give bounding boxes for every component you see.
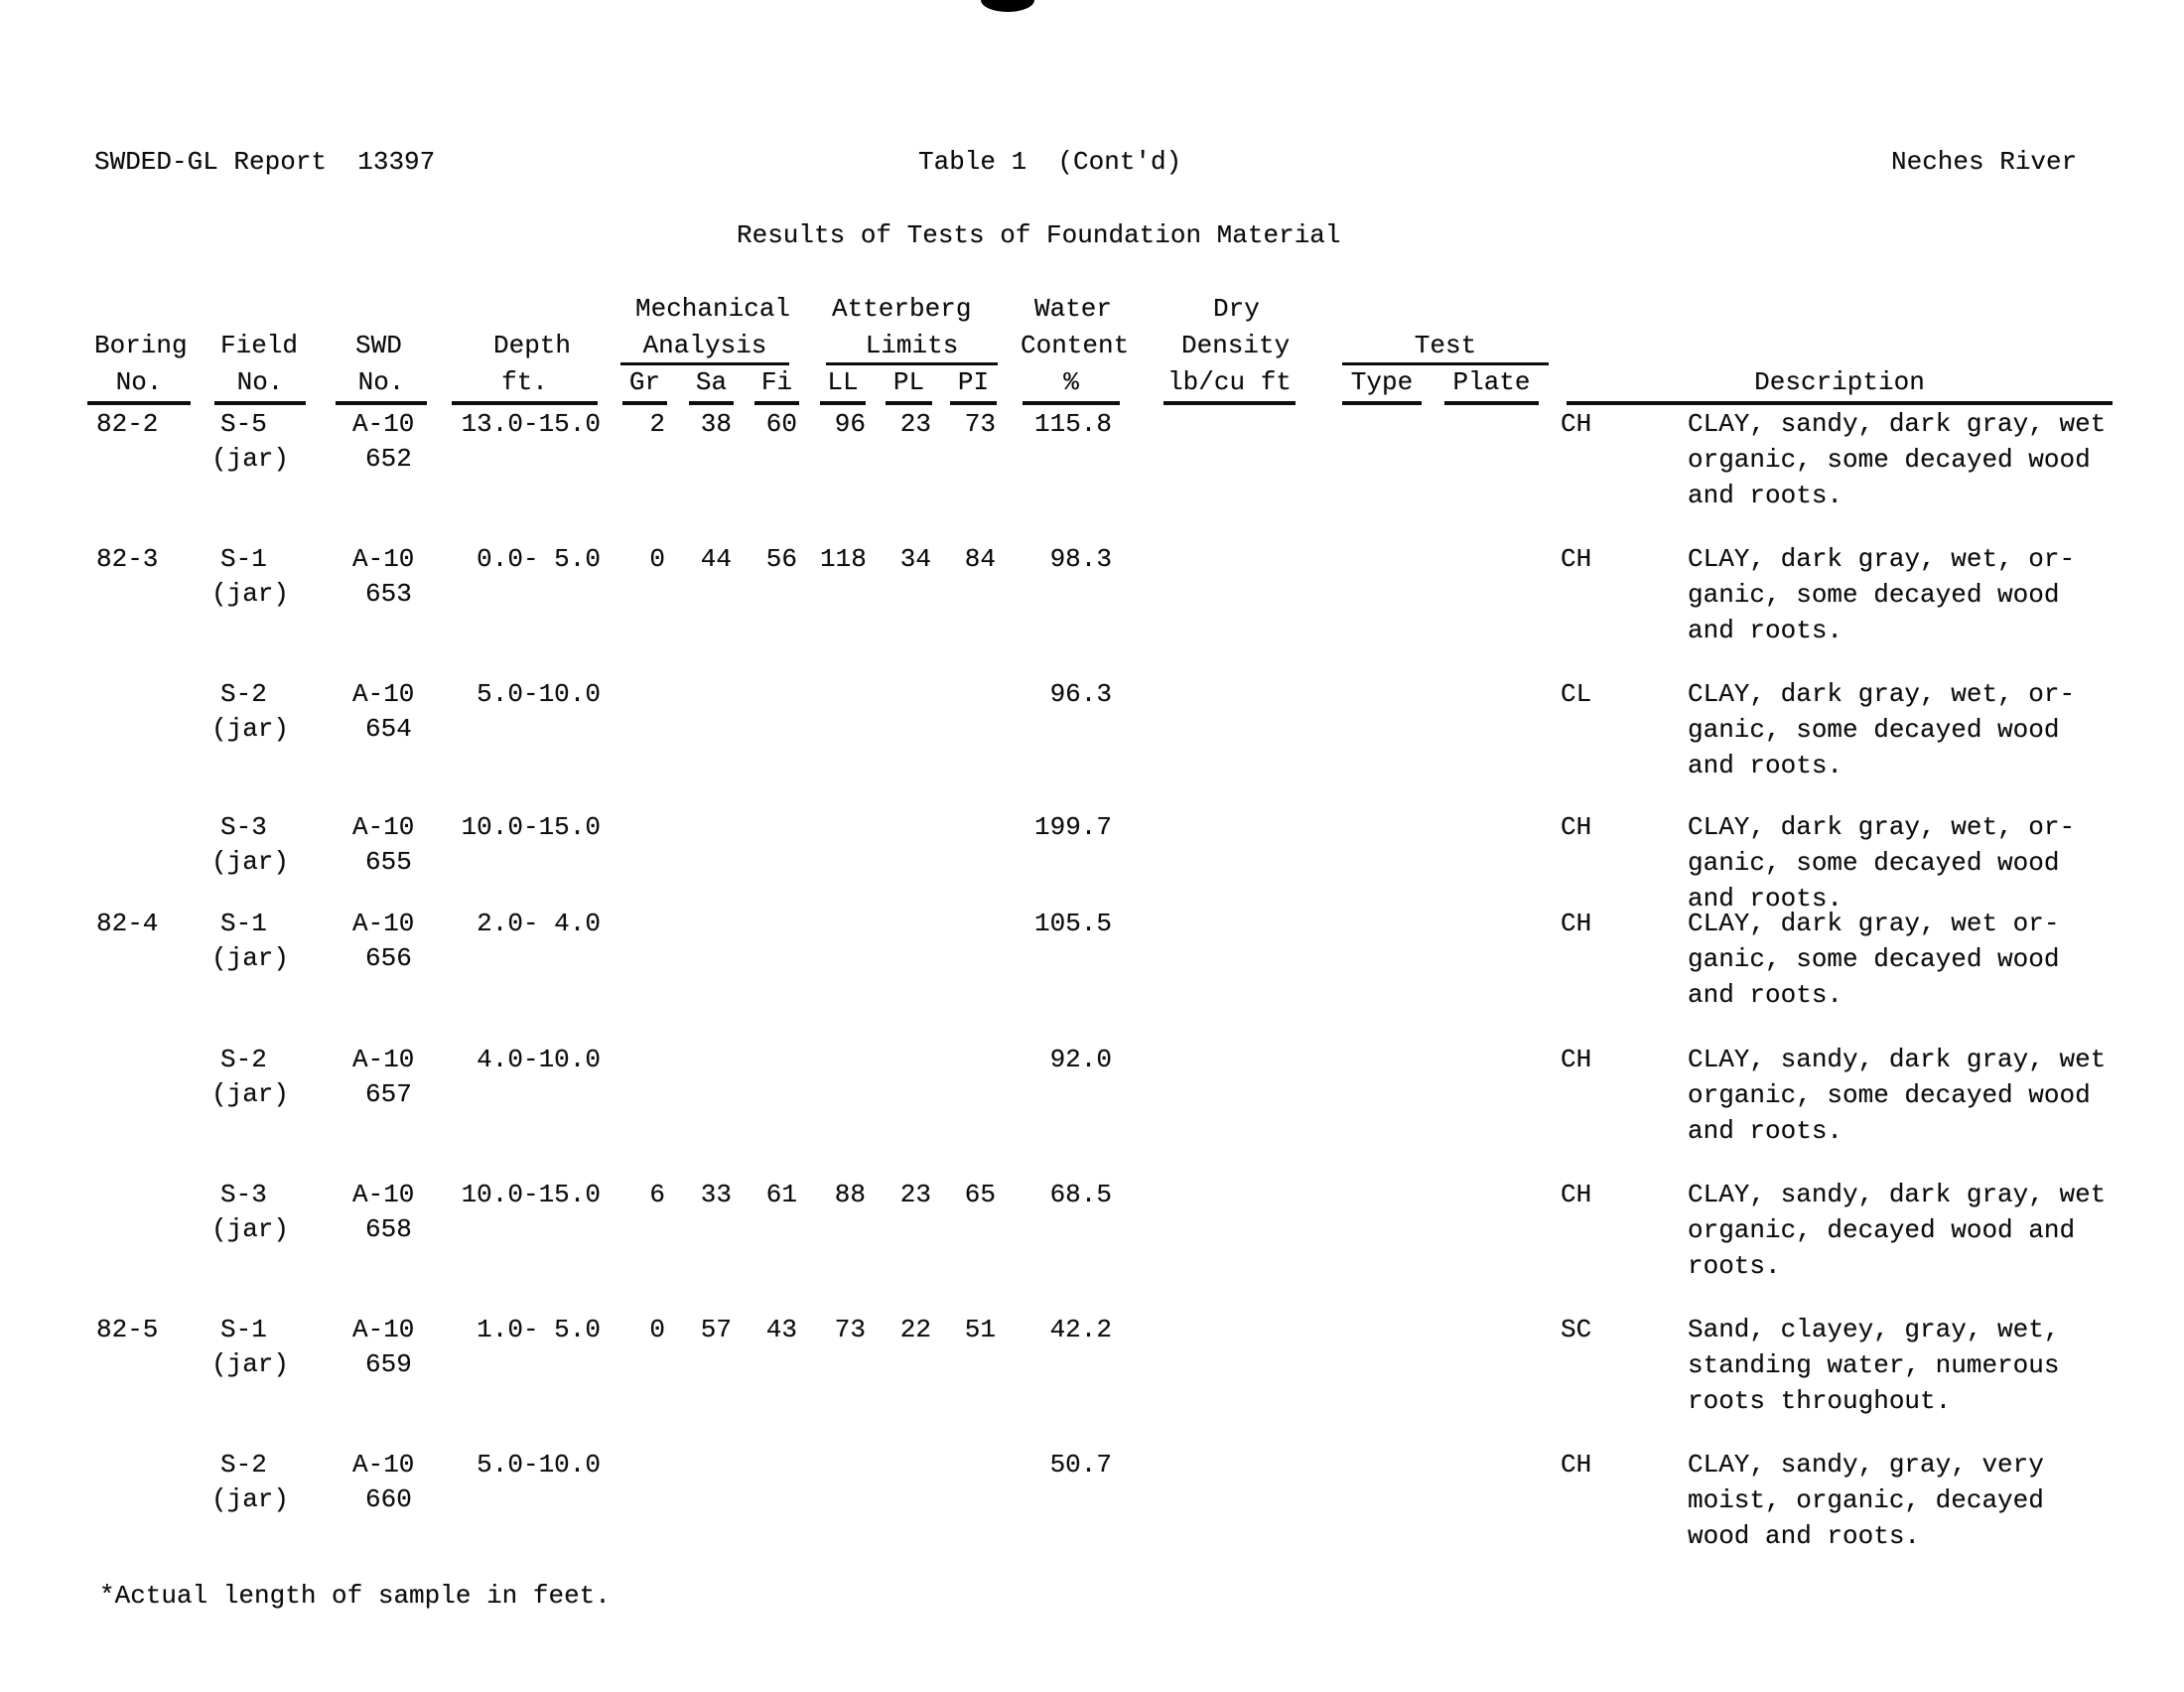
header-gr: Gr — [622, 367, 667, 405]
liquid-limit: 73 — [834, 1315, 866, 1344]
depth-ft: 4.0-10.0 — [477, 1045, 601, 1074]
swd-no: 660 — [365, 1484, 412, 1514]
description-line: CLAY, dark gray, wet, or- — [1688, 812, 2076, 842]
uscs-class: SC — [1561, 1315, 1592, 1344]
field-note: (jar) — [211, 579, 290, 609]
description-line: organic, some decayed wood — [1688, 445, 2091, 475]
depth-ft: 13.0-15.0 — [461, 409, 601, 439]
swd-no: 658 — [365, 1214, 412, 1244]
plasticity-index: 73 — [964, 409, 996, 439]
swd-no: 652 — [365, 444, 412, 474]
swd-no: 653 — [365, 579, 412, 609]
field-note: (jar) — [211, 943, 290, 973]
footnote: *Actual length of sample in feet. — [99, 1581, 611, 1611]
swd-no: 654 — [365, 714, 412, 744]
uscs-class: CH — [1561, 409, 1592, 439]
field-no: S-1 — [220, 544, 267, 574]
liquid-limit: 96 — [834, 409, 866, 439]
uscs-class: CH — [1561, 1450, 1592, 1480]
swd-prefix: A-10 — [352, 1315, 415, 1344]
swd-prefix: A-10 — [352, 409, 415, 439]
header-analysis: Analysis — [620, 331, 789, 365]
header-water-pct: % — [1023, 367, 1120, 405]
uscs-class: CL — [1561, 679, 1592, 709]
header-fi: Fi — [754, 367, 799, 405]
field-no: S-2 — [220, 1450, 267, 1480]
description-line: and roots. — [1688, 616, 1843, 645]
boring-no: 82-4 — [96, 909, 159, 938]
depth-ft: 2.0- 4.0 — [477, 909, 601, 938]
description-line: standing water, numerous — [1688, 1350, 2060, 1380]
description-line: CLAY, sandy, dark gray, wet — [1688, 1045, 2107, 1074]
header-test-plate: Plate — [1444, 367, 1539, 405]
header-field-no: No. — [214, 367, 306, 405]
swd-no: 657 — [365, 1079, 412, 1109]
gravel-pct: 6 — [649, 1180, 665, 1209]
description-line: Sand, clayey, gray, wet, — [1688, 1315, 2060, 1344]
field-note: (jar) — [211, 1214, 290, 1244]
plasticity-index: 65 — [964, 1180, 996, 1209]
field-no: S-2 — [220, 679, 267, 709]
field-note: (jar) — [211, 847, 290, 877]
description-line: and roots. — [1688, 1116, 1843, 1146]
depth-ft: 5.0-10.0 — [477, 679, 601, 709]
header-test-type: Type — [1342, 367, 1422, 405]
header-atterberg: Atterberg — [832, 294, 972, 324]
table-title: Results of Tests of Foundation Material — [737, 220, 1341, 250]
description-line: roots. — [1688, 1251, 1781, 1281]
boring-no: 82-2 — [96, 409, 159, 439]
header-field: Field — [220, 331, 299, 360]
gravel-pct: 0 — [649, 544, 665, 574]
field-no: S-2 — [220, 1045, 267, 1074]
header-test: Test — [1342, 331, 1549, 365]
description-line: CLAY, sandy, dark gray, wet — [1688, 1180, 2107, 1209]
field-note: (jar) — [211, 1484, 290, 1514]
water-content: 115.8 — [1033, 409, 1112, 439]
header-boring: Boring — [94, 331, 188, 360]
description-line: CLAY, dark gray, wet, or- — [1688, 679, 2076, 709]
header-water: Water — [1034, 294, 1113, 324]
description-line: CLAY, dark gray, wet, or- — [1688, 544, 2076, 574]
swd-no: 656 — [365, 943, 412, 973]
header-boring-no: No. — [87, 367, 191, 405]
header-depth-ft: ft. — [452, 367, 598, 405]
swd-prefix: A-10 — [352, 1180, 415, 1209]
sand-pct: 38 — [700, 409, 732, 439]
plastic-limit: 22 — [899, 1315, 931, 1344]
plasticity-index: 51 — [964, 1315, 996, 1344]
report-id: SWDED-GL Report 13397 — [94, 147, 436, 177]
boring-no: 82-3 — [96, 544, 159, 574]
field-note: (jar) — [211, 1079, 290, 1109]
header-limits: Limits — [826, 331, 998, 365]
field-no: S-1 — [220, 909, 267, 938]
description-line: wood and roots. — [1688, 1521, 1921, 1551]
liquid-limit: 118 — [820, 544, 867, 574]
description-line: and roots. — [1688, 751, 1843, 780]
depth-ft: 0.0- 5.0 — [477, 544, 601, 574]
swd-prefix: A-10 — [352, 812, 415, 842]
river-name: Neches River — [1891, 147, 2078, 177]
description-line: and roots. — [1688, 884, 1843, 914]
water-content: 68.5 — [1049, 1180, 1112, 1209]
water-content: 199.7 — [1033, 812, 1112, 842]
uscs-class: CH — [1561, 1045, 1592, 1074]
header-pl: PL — [886, 367, 932, 405]
header-swd: SWD — [355, 331, 402, 360]
depth-ft: 10.0-15.0 — [461, 812, 601, 842]
gravel-pct: 0 — [649, 1315, 665, 1344]
description-line: roots throughout. — [1688, 1386, 1952, 1416]
water-content: 98.3 — [1049, 544, 1112, 574]
table-caption: Table 1 (Cont'd) — [918, 147, 1182, 177]
sand-pct: 57 — [700, 1315, 732, 1344]
plastic-limit: 23 — [899, 1180, 931, 1209]
sand-pct: 33 — [700, 1180, 732, 1209]
uscs-class: CH — [1561, 1180, 1592, 1209]
water-content: 50.7 — [1049, 1450, 1112, 1480]
swd-no: 659 — [365, 1349, 412, 1379]
description-line: ganic, some decayed wood — [1688, 715, 2060, 745]
header-dry: Dry — [1213, 294, 1260, 324]
field-no: S-3 — [220, 812, 267, 842]
swd-prefix: A-10 — [352, 909, 415, 938]
swd-prefix: A-10 — [352, 1450, 415, 1480]
water-content: 105.5 — [1033, 909, 1112, 938]
description-line: CLAY, dark gray, wet or- — [1688, 909, 2060, 938]
header-pi: PI — [950, 367, 997, 405]
plastic-limit: 34 — [899, 544, 931, 574]
header-swd-no: No. — [336, 367, 427, 405]
description-line: ganic, some decayed wood — [1688, 580, 2060, 610]
depth-ft: 1.0- 5.0 — [477, 1315, 601, 1344]
water-content: 42.2 — [1049, 1315, 1112, 1344]
description-line: CLAY, sandy, gray, very — [1688, 1450, 2044, 1480]
uscs-class: CH — [1561, 909, 1592, 938]
field-note: (jar) — [211, 444, 290, 474]
description-line: and roots. — [1688, 481, 1843, 510]
fines-pct: 56 — [765, 544, 797, 574]
description-line: ganic, some decayed wood — [1688, 848, 2060, 878]
swd-prefix: A-10 — [352, 679, 415, 709]
fines-pct: 43 — [765, 1315, 797, 1344]
swd-no: 655 — [365, 847, 412, 877]
field-no: S-1 — [220, 1315, 267, 1344]
header-lb-cu-ft: lb/cu ft — [1163, 367, 1296, 405]
header-description: Description — [1567, 367, 2113, 405]
description-line: organic, some decayed wood — [1688, 1080, 2091, 1110]
sand-pct: 44 — [700, 544, 732, 574]
boring-no: 82-5 — [96, 1315, 159, 1344]
description-line: moist, organic, decayed — [1688, 1485, 2044, 1515]
swd-prefix: A-10 — [352, 1045, 415, 1074]
description-line: organic, decayed wood and — [1688, 1215, 2076, 1245]
fines-pct: 61 — [765, 1180, 797, 1209]
depth-ft: 5.0-10.0 — [477, 1450, 601, 1480]
plastic-limit: 23 — [899, 409, 931, 439]
water-content: 96.3 — [1049, 679, 1112, 709]
header-content: Content — [1021, 331, 1130, 360]
description-line: CLAY, sandy, dark gray, wet — [1688, 409, 2107, 439]
plasticity-index: 84 — [964, 544, 996, 574]
gravel-pct: 2 — [649, 409, 665, 439]
header-ll: LL — [820, 367, 866, 405]
field-note: (jar) — [211, 1349, 290, 1379]
depth-ft: 10.0-15.0 — [461, 1180, 601, 1209]
uscs-class: CH — [1561, 544, 1592, 574]
description-line: ganic, some decayed wood — [1688, 944, 2060, 974]
header-depth: Depth — [493, 331, 572, 360]
fines-pct: 60 — [765, 409, 797, 439]
header-density: Density — [1181, 331, 1291, 360]
liquid-limit: 88 — [834, 1180, 866, 1209]
description-line: and roots. — [1688, 980, 1843, 1010]
water-content: 92.0 — [1049, 1045, 1112, 1074]
swd-prefix: A-10 — [352, 544, 415, 574]
field-no: S-3 — [220, 1180, 267, 1209]
field-note: (jar) — [211, 714, 290, 744]
header-mechanical: Mechanical — [635, 294, 791, 324]
uscs-class: CH — [1561, 812, 1592, 842]
header-sa: Sa — [689, 367, 734, 405]
field-no: S-5 — [220, 409, 267, 439]
